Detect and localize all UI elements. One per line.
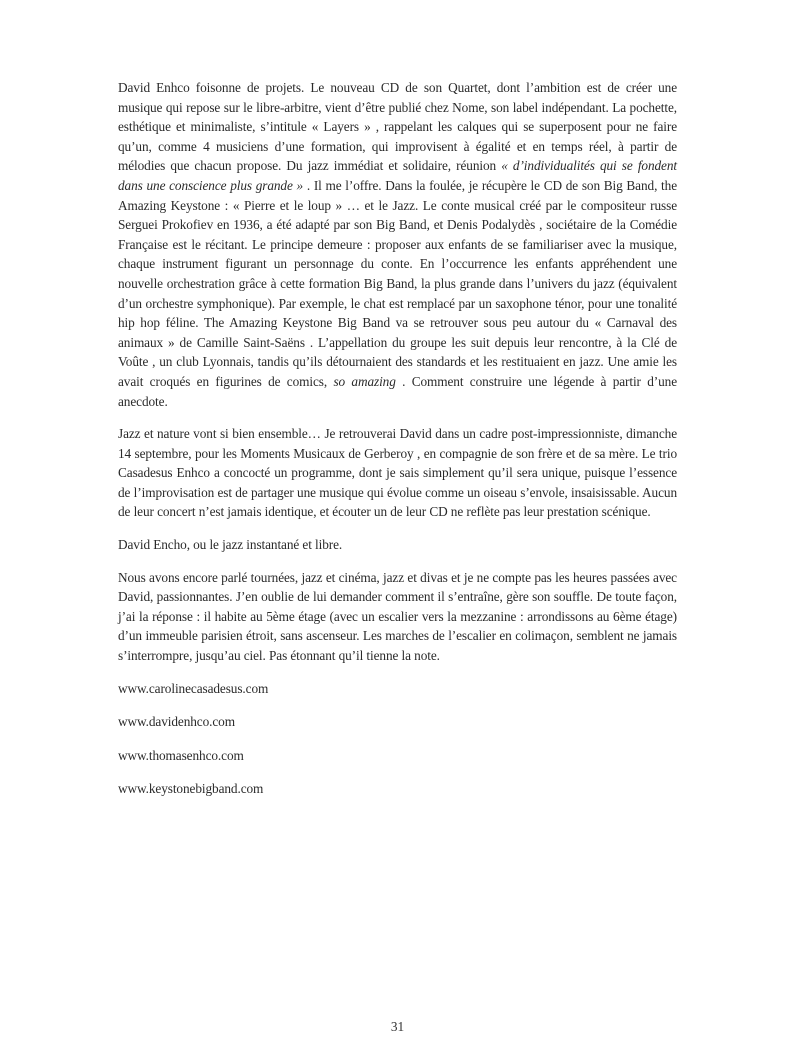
paragraph-tournees: Nous avons encore parlé tournées, jazz et cinéma, jazz et divas et je ne compte pas les heures passées avec David, passionnantes. J’en oublie de lui demander comment il s’entraîne, gère son souffle. De toute façon, j’ai la réponse : il habite au 5ème étage (avec un escalier vers la mezzanine : arrondissons au 6ème étage) d’un immeuble parisien étroit, sans ascenseur. Les marches de l’escalier en colimaçon, semblent ne jamais s’interrompre, jusqu’au ciel. Pas étonnant qu’il tienne la note. — [118, 569, 677, 664]
document-body — [118, 78, 677, 813]
paragraph-projects-quote: « d’individualités qui se fondent dans une conscience plus grande » — [118, 158, 677, 193]
paragraph-jazz-nature: Jazz et nature vont si bien ensemble… Je retrouverai David dans un cadre post-impressionniste, dimanche 14 septembre, pour les Moments Musicaux de Gerberoy , en compagnie de son frère et de sa mère. Le trio Casadesus Enhco a concocté un programme, dont je sais simplement qu’il sera unique, puisque l’essence de l’improvisation est de partager une musique qui évolue comme un oiseau s’envole, insaisissable. Aucun de leur concert n’est jamais identique, et écouter un de leur CD ne reflète pas leur prestation scénique. — [118, 426, 677, 520]
link-thomas-enhco[interactable]: www.thomasenhco.com — [118, 747, 244, 763]
paragraph-projects — [118, 78, 677, 411]
link-david-enhco[interactable]: www.davidenhco.com — [118, 714, 235, 730]
link-caroline-casadesus[interactable]: www.carolinecasadesus.com — [118, 680, 269, 696]
paragraph-jazz-instantane: David Encho, ou le jazz instantané et libre. — [118, 537, 343, 553]
paragraph-projects-text-1: David Enhco foisonne de projets. Le nouveau CD de son Quartet, dont l’ambition est de créer une musique qui repose sur le libre-arbitre, vient d’être publié chez Nome, son label indépendant. La pochette, esthétique et minimaliste, s’intitule « Layers » , rappelant les calques qui se superposent pour ne faire qu’un, comme 4 musiciens d’une formation, qui improvisent à égalité et en temps réel, à partir de mélodies que chacun propose. Du jazz immédiat et solidaire, réunion — [118, 80, 677, 174]
page-number: 31 — [390, 1019, 405, 1034]
paragraph-projects-text-3: . Comment construire une légende à partir d’une anecdote. — [118, 373, 678, 409]
website-links — [118, 679, 677, 799]
paragraph-projects-text-2: . Il me l’offre. Dans la foulée, je récupère le CD de son Big Band, the Amazing Keystone : « Pierre et le loup » … et le Jazz. Le conte musical créé par le compositeur russe Serguei Prokofiev en 1936, a été adapté par son Big Band, et Denis Podalydès , sociétaire de la Comédie Française est le récitant. Le principe demeure : proposer aux enfants de se familiariser avec la musique, chaque instrument figurant un personnage du conte. En l’occurrence les enfants appréhendent une nouvelle orchestration grâce à cette formation Big Band, la plus grande dans l’univers du jazz (équivalent d’un orchestre symphonique). Par exemple, le chat est remplacé par un saxophone ténor, pour une tonalité hip hop féline. The Amazing Keystone Big Band va se retrouver sous peu autour du « Carnaval des animaux » de Camille Saint-Saëns . L’appellation du groupe les suit depuis leur rencontre, à la Clé de Voûte , un club Lyonnais, tandis qu’ils détournaient des standards et les restituaient en jazz. Une amie les avait croqués en figurines de comics, — [118, 177, 678, 389]
paragraph-projects-so-amazing: so amazing — [333, 373, 396, 389]
link-keystone-big-band[interactable]: www.keystonebigband.com — [118, 781, 264, 797]
